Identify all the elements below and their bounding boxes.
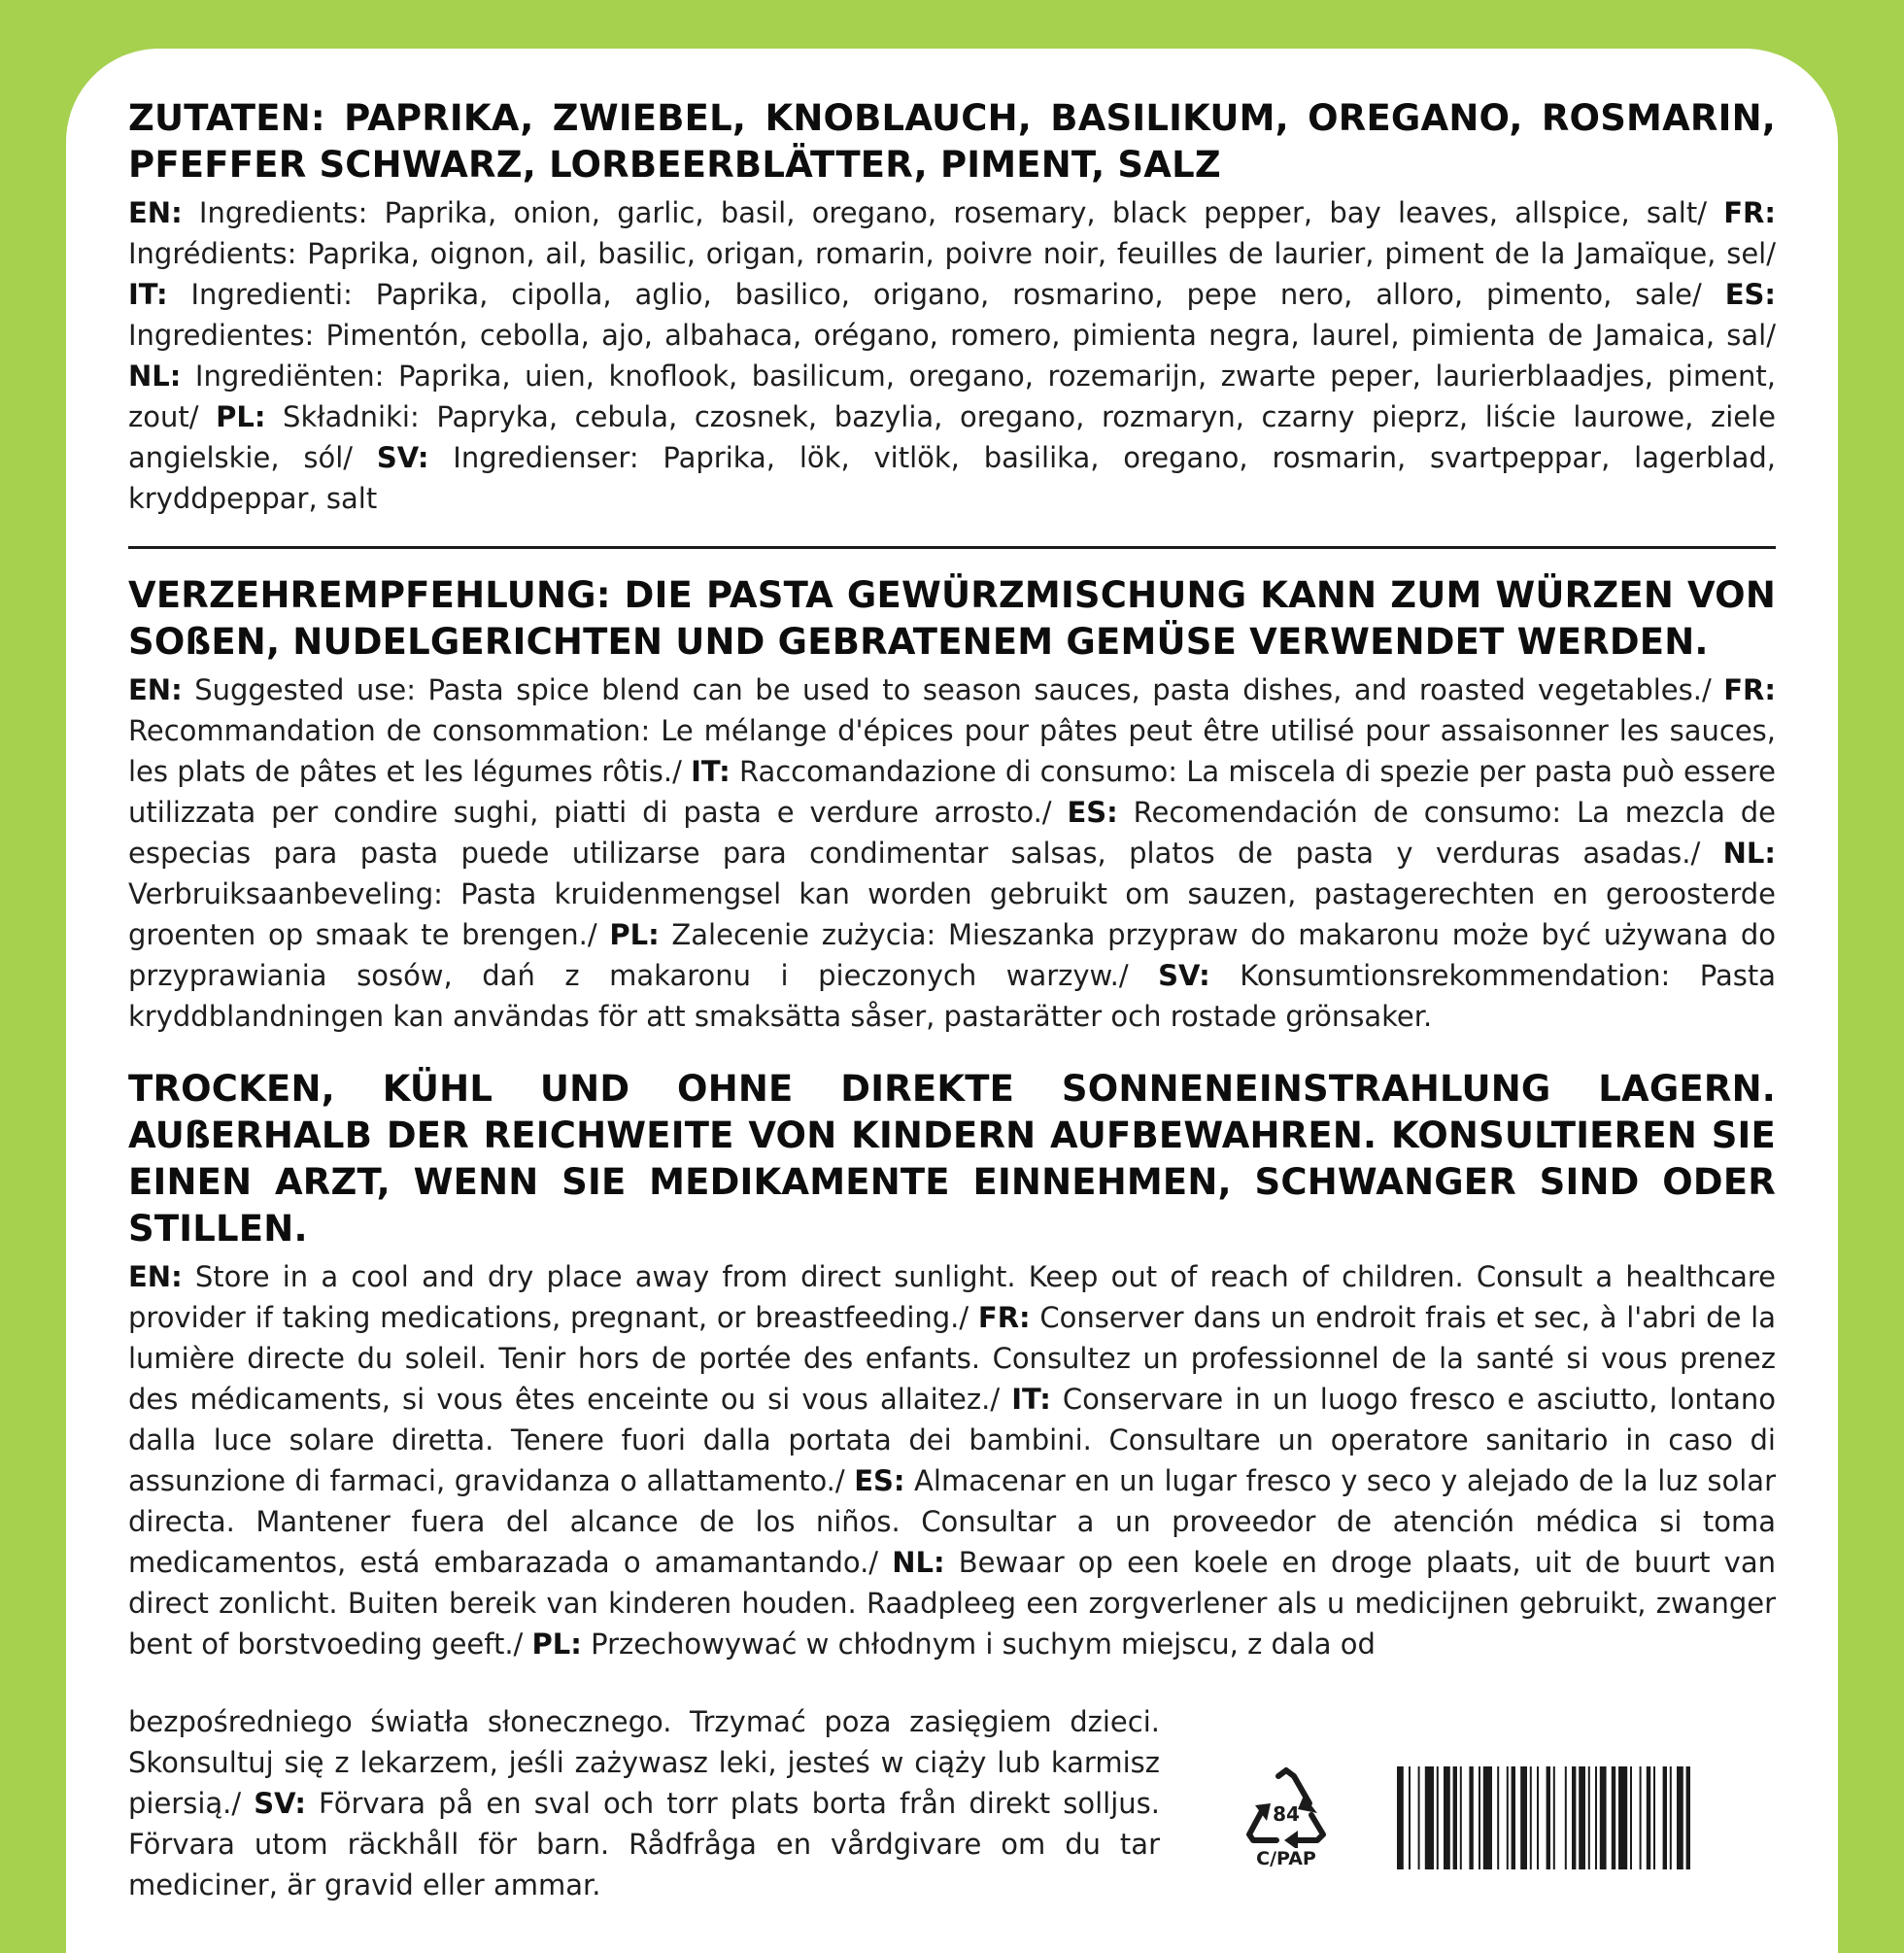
barcode-bar: [1537, 1766, 1539, 1869]
storage-translations-continued: [128, 1701, 1160, 1905]
barcode-bar: [1512, 1766, 1515, 1869]
barcode-bar: [1497, 1766, 1499, 1869]
ingredients-heading: ZUTATEN: PAPRIKA, ZWIEBEL, KNOBLAUCH, BASILIKUM, OREGANO, ROSMARIN, PFEFFER SCHWARZ, LORBEERBLÄTTER, PIMENT, SALZ: [128, 97, 1776, 186]
lang-code-fr: FR:: [977, 1301, 1031, 1334]
barcode-bar: [1530, 1766, 1532, 1869]
lang-code-es: ES:: [1724, 278, 1776, 311]
barcode-bar: [1600, 1766, 1607, 1869]
usage-heading: VERZEHREMPFEHLUNG: DIE PASTA GEWÜRZMISCHUNG KANN ZUM WÜRZEN VON SOßEN, NUDELGERICHTEN UND GEBRATENEM GEMÜSE VERWENDET WERDEN.: [128, 574, 1776, 663]
usage-fr: Recommandation de consommation: Le mélange d'épices pour pâtes peut être utilisé pour assaisonner les sauces, les plats de pâtes et les légumes rôtis./: [128, 714, 1776, 788]
storage-en: Store in a cool and dry place away from direct sunlight. Keep out of reach of children. Consult a healthcare provider if taking medications, pregnant, or breastfeeding./: [128, 1260, 1776, 1334]
barcode-bar: [1588, 1766, 1590, 1869]
storage-translations: [128, 1256, 1776, 1664]
usage-nl: Verbruiksaanbeveling: Pasta kruidenmengsel kan worden gebruikt om sauzen, pastagerechten en geroosterde groenten op smaak te brengen./: [128, 877, 1776, 951]
storage-it: Conservare in un luogo fresco e asciutto, lontano dalla luce solare diretta. Tenere fuori dalla portata dei bambini. Consultare un operatore sanitario in caso di assunzione di farmaci, gravidanza o allattamento./: [128, 1383, 1776, 1497]
lang-code-pl: PL:: [531, 1628, 582, 1661]
lang-code-en: EN:: [128, 196, 183, 229]
barcode-bar: [1647, 1766, 1650, 1869]
usage-section: [128, 572, 1776, 1037]
storage-fr: Conserver dans un endroit frais et sec, à l'abri de la lumière directe du soleil. Tenir hors de portée des enfants. Consultez un professionnel de la santé si vous prenez des médicaments, si vous êtes enceinte ou si vous allaitez./: [128, 1301, 1776, 1416]
barcode-bar: [1670, 1766, 1672, 1869]
barcode-bar: [1630, 1766, 1632, 1869]
lang-code-fr: FR:: [1723, 673, 1776, 706]
barcode-bar: [1612, 1766, 1615, 1869]
lang-code-nl: NL:: [892, 1546, 945, 1579]
ingredients-pl: Składniki: Papryka, cebula, czosnek, bazylia, oregano, rozmaryn, czarny pieprz, liście laurowe, ziele angielskie, sól/: [128, 400, 1776, 474]
barcode-bar: [1418, 1766, 1420, 1869]
lang-code-it: IT:: [128, 278, 168, 311]
barcode-bar: [1469, 1766, 1473, 1869]
recycle-triangle-icon: [1241, 1766, 1331, 1873]
ingredients-section: [128, 95, 1776, 519]
lang-code-fr: FR:: [1723, 196, 1776, 229]
recycle-number: 84: [1273, 1802, 1300, 1826]
ingredients-sv: Ingredienser: Paprika, lök, vitlök, basilika, oregano, rosmarin, svartpeppar, lagerblad, kryddpeppar, salt: [128, 441, 1777, 515]
barcode-bar: [1520, 1766, 1527, 1869]
storage-sv: Förvara på en sval och torr plats borta från direkt solljus. Förvara utom räckhåll för barn. Rådfråga en vårdgivare om du tar mediciner, är gravid eller ammar.: [128, 1787, 1161, 1902]
barcode-bar: [1444, 1766, 1450, 1869]
usage-en: Suggested use: Pasta spice blend can be used to season sauces, pasta dishes, and roasted vegetables./: [182, 673, 1724, 706]
barcode-bar: [1572, 1766, 1576, 1869]
barcode-bar: [1453, 1766, 1457, 1869]
usage-it: Raccomandazione di consumo: La miscela di spezie per pasta può essere utilizzata per condire sughi, piatti di pasta e verdure arrosto./: [128, 755, 1776, 829]
ingredients-en: Ingredients: Paprika, onion, garlic, basil, oregano, rosemary, black pepper, bay leaves, allspice, salt/: [182, 196, 1724, 229]
barcode-bar: [1547, 1766, 1550, 1869]
lang-code-it: IT:: [1011, 1383, 1051, 1416]
barcode-bar: [1507, 1766, 1509, 1869]
barcode-bar: [1686, 1766, 1690, 1869]
storage-heading: TROCKEN, KÜHL UND OHNE DIREKTE SONNENEINSTRAHLUNG LAGERN. AUßERHALB DER REICHWEITE VON KINDERN AUFBEWAHREN. KONSULTIEREN SIE EINEN ARZT, WENN SIE MEDIKAMENTE EINNEHMEN, SCHWANGER SIND ODER STILLEN.: [128, 1068, 1776, 1250]
barcode-bar: [1565, 1766, 1567, 1869]
lang-code-nl: NL:: [128, 360, 182, 393]
usage-sv: Konsumtionsrekommendation: Pasta kryddblandningen kan användas för att smaksätta såser, pastarätter och rostade grönsaker.: [128, 959, 1776, 1033]
label-content: [128, 95, 1776, 1664]
barcode-bar: [1663, 1766, 1667, 1869]
barcode-bar: [1483, 1766, 1492, 1869]
barcode-bar: [1618, 1766, 1627, 1869]
ingredients-nl: Ingrediënten: Paprika, uien, knoflook, basilicum, oregano, rozemarijn, zwarte peper, laurierblaadjes, piment, zout/: [128, 360, 1776, 433]
barcode-bar: [1653, 1766, 1655, 1869]
usage-es: Recomendación de consumo: La mezcla de especias para pasta puede utilizarse para condimentar salsas, platos de pasta y verduras asadas./: [128, 796, 1776, 870]
lang-code-it: IT:: [691, 755, 731, 788]
storage-nl: Bewaar op een koele en droge plaats, uit de buurt van direct zonlicht. Buiten bereik van kinderen houden. Raadpleeg een zorgverlener als u medicijnen gebruikt, zwanger bent of borstvoeding geeft./: [128, 1546, 1776, 1661]
lang-code-es: ES:: [1067, 796, 1118, 829]
barcode-bar: [1397, 1766, 1404, 1869]
barcode-icon: [1397, 1766, 1776, 1869]
barcode-bar: [1479, 1766, 1480, 1869]
lang-code-es: ES:: [854, 1464, 905, 1497]
usage-pl: Zalecenie zużycia: Mieszanka przypraw do makaronu może być używana do przyprawiania sosów, dań z makaronu i pieczonych warzyw./: [128, 918, 1776, 992]
barcode-bar: [1595, 1766, 1597, 1869]
storage-section: [128, 1066, 1776, 1664]
barcode-bar: [1425, 1766, 1434, 1869]
usage-translations: [128, 669, 1776, 1037]
recycle-material-label: C/PAP: [1256, 1848, 1316, 1869]
barcode-bar: [1460, 1766, 1462, 1869]
barcode-bar: [1437, 1766, 1439, 1869]
ingredients-es: Ingredientes: Pimentón, cebolla, ajo, albahaca, orégano, romero, pimienta negra, laurel, pimienta de Jamaica, sal/: [128, 319, 1776, 352]
barcode-bar: [1677, 1766, 1683, 1869]
ingredients-translations: [128, 192, 1776, 519]
storage-es: Almacenar en un lugar fresco y seco y alejado de la luz solar directa. Mantener fuera del alcance de los niños. Consultar a un proveedor de atención médica si toma medicamentos, está embarazada o amamantando./: [128, 1464, 1776, 1579]
lang-code-nl: NL:: [1722, 837, 1776, 870]
barcode-graphic: [1397, 1766, 1776, 1869]
ingredients-it: Ingredienti: Paprika, cipolla, aglio, basilico, origano, rosmarino, pepe nero, alloro, pimento, sale/: [167, 278, 1725, 311]
lang-code-sv: SV:: [1158, 959, 1210, 992]
section-divider: [128, 546, 1776, 549]
lang-code-sv: SV:: [376, 441, 429, 474]
lang-code-sv: SV:: [254, 1787, 306, 1820]
storage-pl-continued: bezpośredniego światła słonecznego. Trzymać poza zasięgiem dzieci. Skonsultuj się z lekarzem, jeśli zażywasz leki, jesteś w ciąży lub karmisz piersią./: [128, 1705, 1160, 1820]
barcode-bar: [1579, 1766, 1585, 1869]
storage-pl: Przechowywać w chłodnym i suchym miejscu, z dala od: [581, 1628, 1376, 1661]
lang-code-en: EN:: [128, 1260, 183, 1293]
ingredients-fr: Ingrédients: Paprika, oignon, ail, basilic, origan, romarin, poivre noir, feuilles de laurier, piment de la Jamaïque, sel/: [128, 237, 1776, 270]
barcode-bar: [1640, 1766, 1642, 1869]
lang-code-en: EN:: [128, 673, 183, 706]
lang-code-pl: PL:: [216, 400, 266, 433]
lang-code-pl: PL:: [609, 918, 660, 951]
barcode-bar: [1553, 1766, 1555, 1869]
recycle-triangle-graphic: [1241, 1766, 1331, 1848]
barcode-bar: [1409, 1766, 1411, 1869]
